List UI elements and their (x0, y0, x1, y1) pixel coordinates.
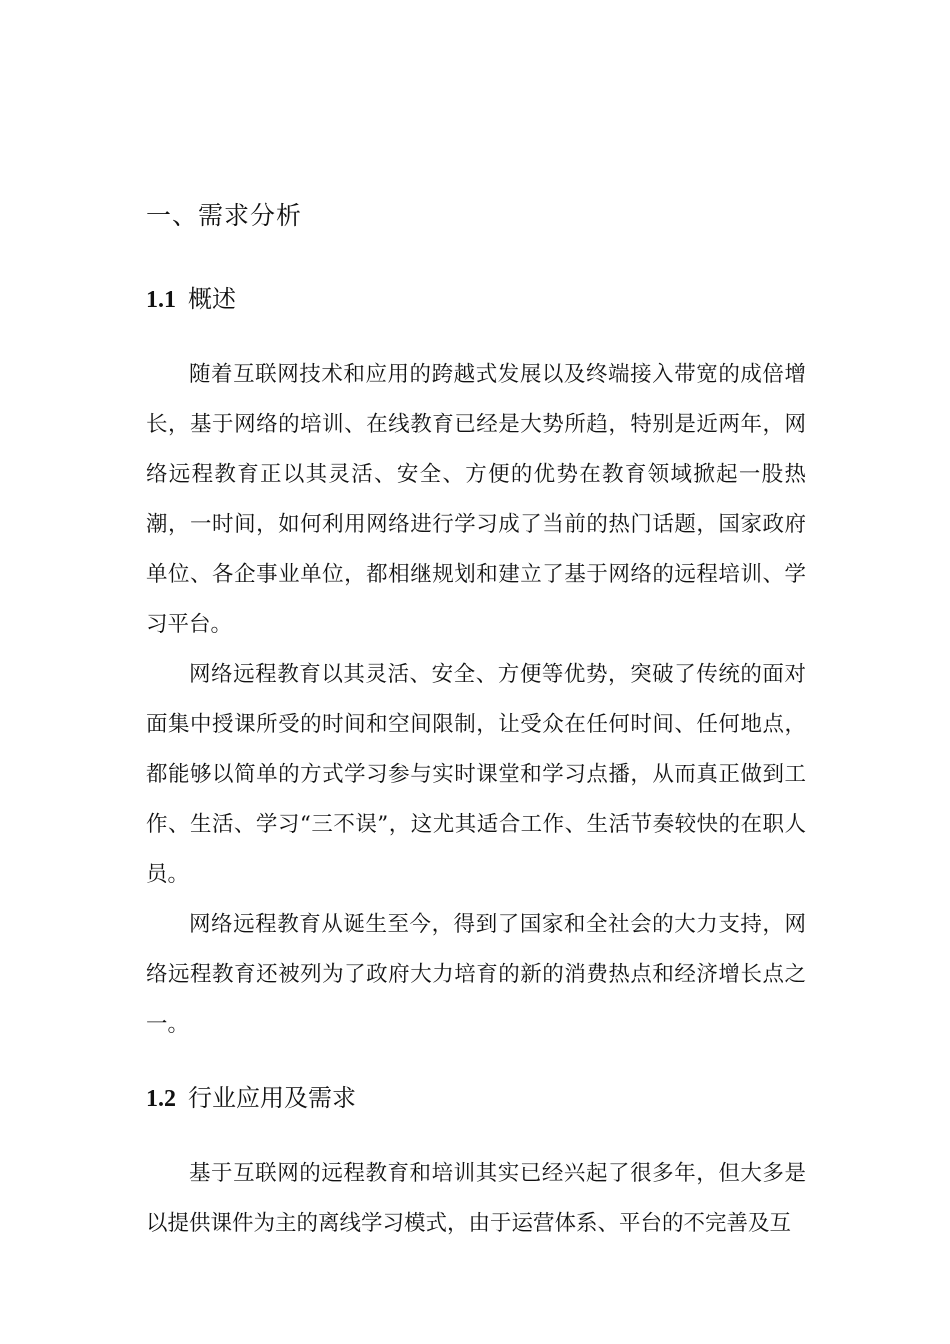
paragraph: 基于互联网的远程教育和培训其实已经兴起了很多年，但大多是以提供课件为主的离线学习模式，由于运营体系、平台的不完善及互 (146, 1161, 806, 1236)
section-heading-1-2 (146, 1078, 806, 1119)
chapter-heading: 一、需求分析 (146, 201, 303, 230)
section-title: 行业应用及需求 (188, 1084, 356, 1112)
section-heading-1-1 (146, 279, 806, 320)
document-body (146, 196, 806, 1249)
section-number: 1.2 (146, 1086, 176, 1112)
paragraph: 随着互联网技术和应用的跨越式发展以及终端接入带宽的成倍增长，基于网络的培训、在线教育已经是大势所趋，特别是近两年，网络远程教育正以其灵活、安全、方便的优势在教育领域掀起一股热潮，一时间，如何利用网络进行学习成了当前的热门话题，国家政府单位、各企事业单位，都相继规划和建立了基于网络的远程培训、学习平台。 (146, 362, 806, 637)
paragraph: 网络远程教育以其灵活、安全、方便等优势，突破了传统的面对面集中授课所受的时间和空间限制，让受众在任何时间、任何地点，都能够以简单的方式学习参与实时课堂和学习点播，从而真正做到工作、生活、学习“三不误”，这尤其适合工作、生活节奏较快的在职人员。 (146, 662, 806, 887)
section-spacer (146, 1050, 806, 1078)
section-title: 概述 (188, 285, 236, 313)
paragraph: 网络远程教育从诞生至今，得到了国家和全社会的大力支持，网络远程教育还被列为了政府大力培育的新的消费热点和经济增长点之一。 (146, 912, 806, 1037)
section-number: 1.1 (146, 287, 176, 313)
